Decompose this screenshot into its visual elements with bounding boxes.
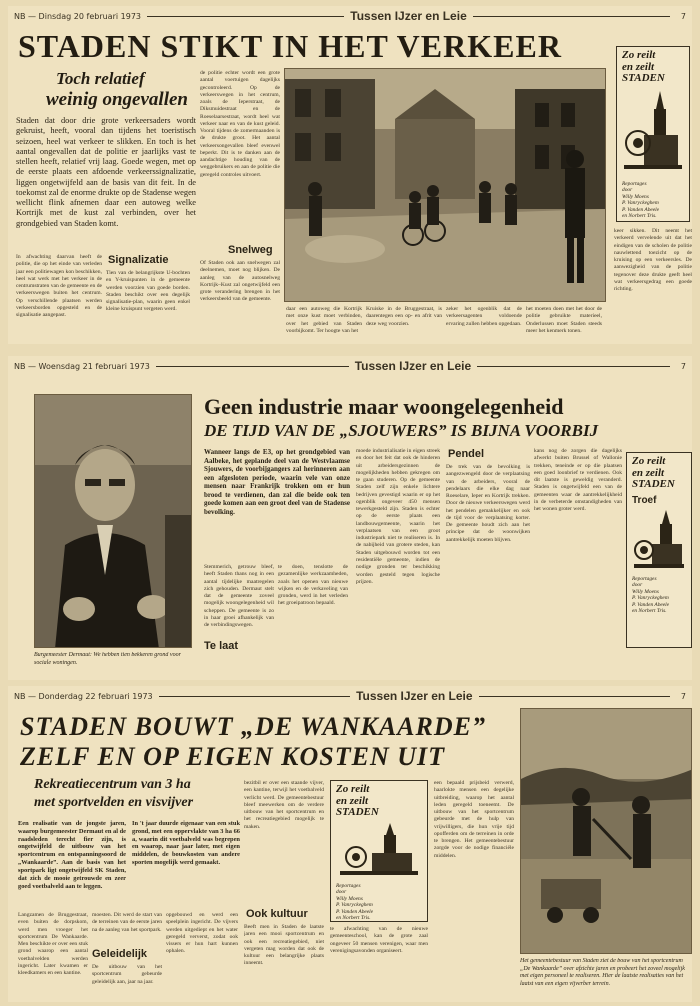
article-column: de politie echter wordt een grote aantal voertuigen dagelijks gecontroleerd. Op de verkeerswegen in het centrum, zoals de Ieperstraat, de Diksmuidestraat en de Roeselaarsestraat, wordt heel wat verkeer naar en van de kust geleid. Vooral tijdens de zomermaanden is de drukte groot. Het aantal verkeersongevallen bleef evenwel beperkt. Dit is te danken aan de aandachtige houding van de weggebruikers en aan de politie die geregeld controles uitvoert.: [200, 70, 280, 178]
header-rule: [156, 366, 349, 367]
subheadline-line-1: Rekreatiecentrum van 3 ha: [34, 777, 191, 792]
article-column: De trek van de bevolking is aangezwengeld door de verplaatsing van de arbeiders, vooral de pendelaars die elke dag naar Roeselare, Ieper en Kortrijk trekken. Door de nieuwe verkeerswegen werd het pendelen gemakkelijker en ook de tijd voor de verplaatsing korter. De gemeente houdt zich aan het principe dat de woonwijken aantrekkelijk moeten blijven.: [446, 464, 530, 543]
intertitle-te-laat: Te laat: [204, 640, 239, 652]
intertitle-pendel: Pendel: [448, 448, 485, 460]
newspaper-name: Tussen IJzer en Leie: [354, 359, 472, 373]
series-box: [616, 46, 690, 222]
article-column: te afwachting van de nieuwe gemeenteschool, kan de grote zaal ongeveer 50 mensen verenigen, waar men verenigingsavonden organiseert.: [330, 926, 428, 954]
header-rule: [147, 16, 344, 17]
article-column: De uitbouw van het sportcentrum gebeurde geleidelijk aan, jaar na jaar.: [92, 964, 162, 985]
article-column: opgebouwd en werd een speelplein ingericht. De vijvers werden uitgediept en het water geregeld ververst, zodat ook vissers er hun hart kunnen ophalen.: [166, 912, 238, 955]
photo-caption: Het gemeentebestuur van Staden ziet de bouw van het sportcentrum „De Wankaarde” over afzichte jaren en probeert het zoveel mogelijk met eigen personeel te realiseren. Hier de laatste realisaties van het laatst van een eigen vijverber terrein.: [520, 958, 685, 987]
box-credit: Willy Moens: [632, 588, 659, 595]
box-credit: Reportages: [632, 575, 657, 582]
portrait-photo: [34, 394, 192, 648]
box-credit: P. Vanryckeghem: [336, 902, 373, 909]
lead-paragraph-2: In 't jaar duurde eigenaar van een stuk grond, met een oppervlakte van 3 ha 66 a, waarin dit voetbalveld was begrepen en waarop, naar jaar later, met eigen middelen, de bouwkosten van andere sporten mogelijk werd gemaakt.: [132, 820, 240, 867]
page-number: 7: [680, 11, 686, 21]
header-rule: [479, 696, 670, 697]
subheadline-line-2: met sportvelden en visvijver: [34, 795, 194, 810]
article-column: bezitbil er over een staande vijver, een kantine, terwijl het voetbalveld verlicht werd. De gemeentebestuur bleef meewerken om de verdere uitbouw van het sportcentrum en het recreatiegebied mogelijk te maken.: [244, 780, 324, 830]
article-column: Kruiske in de Bruggestraat, is daarentegen een op- en afrit van deze weg voorzien.: [366, 306, 442, 327]
box-credit: en Norbert Tris.: [622, 213, 657, 220]
box-title: Zo reilt: [632, 455, 666, 467]
box-credit: en Norbert Tris.: [336, 915, 371, 922]
box-credit: Reportages: [622, 180, 647, 187]
page-number: 7: [680, 361, 686, 371]
article-column: Beeft men in Staden de laatste jaren een mooi sportcentrum en ook een recreatiegebied, niet vergeten mag worden dat ook de kultuur een belangrijke plaats inneemt.: [244, 924, 324, 967]
subheadline-line-2: weinig ongevallen: [46, 89, 188, 110]
series-box: [626, 452, 692, 648]
headline-line-2: ZELF EN OP EIGEN KOSTEN UIT: [20, 742, 445, 771]
box-credit: Willy Moens: [622, 193, 649, 200]
article-column: moesten. Dit werd de start van de terreinen van de eerste jaren na de aanleg van het sportpark.: [92, 912, 162, 933]
date-line: NB — Donderdag 22 februari 1973: [14, 691, 153, 701]
article-column: daar een autoweg die Kortrijk met onze kust moet verbinden, over het gebied van Staden voorbijkomt. Ter hoogte van het: [286, 306, 362, 334]
box-credit: P. Vanden Abeele: [632, 601, 670, 608]
article-column: zeker het ogenblik dat de verkeersagenten voldoende ervaring zullen hebben opgedaan.: [446, 306, 522, 327]
box-title: Zo reilt: [336, 783, 370, 795]
series-box: [330, 780, 428, 922]
subheadline: DE TIJD VAN DE „SJOUWERS” IS BIJNA VOORBIJ: [204, 421, 599, 440]
box-title: en zeilt: [622, 60, 655, 73]
box-credit: door: [336, 889, 347, 896]
workers-photo-image: [521, 709, 692, 954]
box-credit: P. Vanden Abeele: [622, 206, 660, 213]
running-header: [14, 8, 686, 24]
subheadline-line-1: Toch relatief: [56, 69, 145, 88]
box-credit: Reportages: [336, 882, 361, 889]
box-credit: P. Vanden Abeele: [336, 908, 374, 915]
running-header: [14, 358, 686, 374]
church-illustration: [632, 508, 686, 570]
headline-line-1: STADEN BOUWT „DE WANKAARDE”: [20, 712, 486, 741]
box-credit: Willy Moens: [336, 895, 363, 902]
article-column: te doen, tenslotte de gezamenlijke werkzaamheden, zoals het openen van nieuwe wijken en de verkaveling van gronden, werd in het verleden het groeipatroon bepaald.: [278, 564, 348, 607]
headline: STADEN STIKT IN HET VERKEER: [18, 28, 562, 64]
date-line: NB — Woensdag 21 februari 1973: [14, 361, 150, 371]
header-rule: [473, 16, 670, 17]
church-illustration: [622, 89, 684, 173]
street-traffic-photo: [284, 68, 606, 302]
article-column: In afwachting daarvan heeft de politie, die op het einde van verleden jaar een politiewagen kon beschikken, heel wat werk met het verkeer in de centrumstraten van de gemeente en de verkeerswegen buiten het centrum. Op verschillende plaatsen werden verkeersborden opgesteld en de signalisatie aangepast.: [16, 254, 102, 319]
article-column: Langzamen de Bruggestraat, even buiten de dorpskom, werd men vroeger het sportcentrum De Wankaarde. Men beschikte er over een stuk grond waarop een aantal voetbalvelden werden ingericht. Later kwamen er kleedkamers en een kantine.: [18, 912, 88, 977]
intertitle-ook-kultuur: Ook kultuur: [246, 908, 308, 920]
box-credit: P. Vanryckeghem: [622, 200, 659, 207]
article-column: Of Staden ook aan snelwegen zal deelnemen, moet nog blijken. De aanleg van de autosnelweg Kortrijk–Kust zal ongetwijfeld een grote verandering brengen in het verkeersbeeld van de gemeente.: [200, 260, 280, 303]
photo-caption: Burgemeester Dermaut: We hebben tien bekkeren grond voor sociale woningen.: [34, 652, 181, 666]
box-credit: P. Vanryckeghem: [632, 595, 669, 602]
article-column: het moeten doen met het door de politie gebruikte materieel, Onderlussen moet Staden steeds meer het kenmerk tonen.: [526, 306, 602, 334]
box-title: Zo reilt: [622, 49, 656, 61]
clipping-page-1: [8, 6, 692, 344]
page-number: 7: [680, 691, 686, 701]
box-title: en zeilt: [336, 794, 369, 807]
box-title: STADEN: [336, 806, 379, 819]
headline: Geen industrie maar woongelegenheid: [204, 394, 564, 419]
intertitle-troef: Troef: [632, 494, 657, 506]
box-credit: door: [632, 582, 643, 589]
lead-paragraph: Een realisatie van de jongste jaren, waarop burgemeester Dermaut en al de raadsleden terecht fier zijn, is ongetwijfeld de uitbouw van het sportcentrum en ontspanningsoord de „Wankaarde”. Aan de basis van het sportpark ligt ongetwijfeld SK Staden, dat zich de mooie getrouwde en zeer goed voetbalveld aan te leggen.: [18, 820, 126, 890]
date-line: NB — Dinsdag 20 februari 1973: [14, 11, 141, 21]
clipping-page-2: [8, 356, 692, 680]
newspaper-name: Tussen IJzer en Leie: [356, 689, 473, 703]
sports-centre-photo: [520, 708, 692, 954]
box-credit: door: [622, 187, 633, 194]
header-rule: [159, 696, 350, 697]
mayor-portrait-image: [35, 395, 192, 648]
box-credit: en Norbert Tris.: [632, 608, 667, 615]
article-column: keer sikken. Dit neemt het verkeerd vervelende uit dat het eindigen van de scholen de politie nauwlettend toezicht op de kruising op een verkeersles. De aanwezigheid van de politie tegenover deze drukte geeft heel wat verkeersgedrag een goede richting.: [614, 228, 692, 293]
newspaper-name: Tussen IJzer en Leie: [350, 9, 467, 23]
article-column: kans nog de zorgen die dagelijks afwerkt buiten Brussel of Wallonie trekken, teneinde er op die plaatsen een goed loonbrief te verdienen. Ook dit laatste is geweldig veranderd. Staden is ongetwijfeld een van de gemeenten waar de aantrekkelijkheid in de verbeterde omstandigheden van het wonen groter werd.: [534, 448, 622, 513]
box-title: STADEN: [622, 72, 665, 85]
intertitle-snelweg: Snelweg: [228, 244, 273, 256]
article-column: Tien van de belangrijkste U-bochten en Y-kruispunten in de gemeente werden voorzien van goede borden. Staden beschikt over een degelijk signalisatie-plan, waarin geen enkel kleine kruispunt vergeten werd.: [106, 270, 190, 313]
lead-paragraph: Staden dat door drie grote verkeersaders wordt gekruist, heeft, vooral dan tijdens het toeristisch seizoen, heel wat verkeer te slikken. En toch is het aantal ongevallen dat de politie er jaarlijks vast te stellen heeft, relatief vrij laag. Goede wegen, met op de eerste plaats een afdoende verkeerssignalizatie, liggen ongetwijfeld aan de basis van dit feit. In de toekomst zal de enorme drukte op de Stadense wegen wellicht flink afnemen daar een autoweg welke Kortrijk met de kust zal verbinden, over het grondgebied van Staden komt.: [16, 116, 196, 228]
article-column: moede industrialisatie in eigen streek en door het feit dat ook de hinderen uit arbeidersgezinnen de mogelijkheden hebben gekregen om te gaan studeren. Op de gemeente Staden zelf zijn enkele lichtere bedrijven gevestigd waarin er op het ogenblik ongeveer 450 mensen tewerkgesteld zijn. Staden is echter op de eerste plaats een landbouwgemeente, waarin het verplaatsen van een groot industriepark niet te realiseren is. In de nabijheid van grotere steden, kan Staden uitgebouwd worden tot een residentiële gemeente, indien de nodige gronden ter beschikking worden gesteld tegen logische prijzen.: [356, 448, 440, 585]
box-title: en zeilt: [632, 466, 665, 479]
header-rule: [477, 366, 670, 367]
running-header: [14, 688, 686, 704]
church-illustration: [336, 821, 422, 877]
intertitle-geleidelijk: Geleidelijk: [92, 948, 148, 960]
article-column: Stemmerich, getrouw bleef, heeft Staden thans nog in een aantal tijdelijke maatregelen zich gehouden. Dermaut stelt dat de gemeente zoveel mogelijk woongelegenheid wil scheppen. De gemeente is zo in haar groei afhankelijk van de verbindingswegen.: [204, 564, 274, 629]
intertitle-signalizatie: Signalizatie: [108, 254, 169, 266]
clipping-page-3: [8, 686, 692, 1002]
article-column: een bepaald prijsbeid verwerd, haarlokte mensen een degelijke uitbreiding, waarop het aantal leden geregeld toeneemt. De uitbouw van het sportcentrum gebeurde met de hulp van vrijwilligers, die hun vrije tijd opofferden om de terreinen in orde te brengen. Het gemeentebestuur zorgde voor de nodige financiële middelen.: [434, 780, 514, 859]
street-photo-image: [285, 69, 606, 302]
box-title: STADEN: [632, 478, 675, 491]
lead-paragraph: Wanneer langs de E3, op het grondgebied van Aalbeke, het geplande deel van de Westvlaamse Sjouwers, de voorbijgangers zal herinneren aan een afgesloten periode, waarin vele van onze mensen naar Frankrijk trokken om er hun brood te verdienen, dan zal die beide ook ten goede komen aan een groot deel van de Stadense bevolking.: [204, 448, 350, 516]
